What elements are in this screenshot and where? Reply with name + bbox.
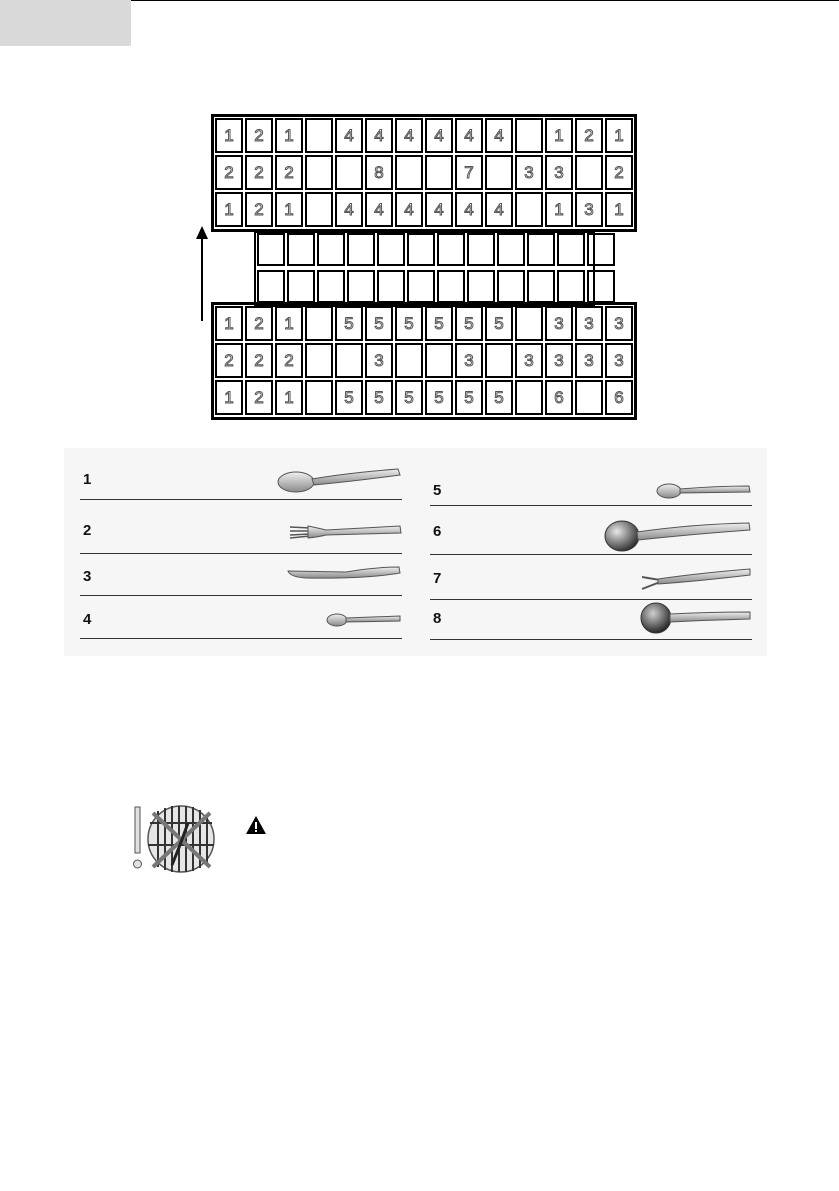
- grid-cell: 4: [425, 192, 453, 227]
- grid-row-upper-1: [215, 118, 633, 153]
- grid-cell: [305, 118, 333, 153]
- grid-cell: 1: [275, 118, 303, 153]
- mid-row-1: [257, 233, 615, 266]
- grid-cell: [395, 155, 423, 190]
- grid-cell: 2: [605, 155, 633, 190]
- grid-cell: [335, 155, 363, 190]
- legend-item-3: [80, 562, 402, 596]
- grid-cell: 3: [365, 343, 393, 378]
- legend-divider: [80, 638, 402, 639]
- grid-cell: 4: [485, 192, 513, 227]
- legend-number: 4: [83, 611, 92, 628]
- grid-cell: [467, 233, 495, 266]
- grid-cell: [527, 233, 555, 266]
- grid-cell: [305, 343, 333, 378]
- arrow-shaft: [201, 238, 203, 321]
- grid-cell: [377, 270, 405, 303]
- grid-cell: 4: [395, 118, 423, 153]
- legend-number: 6: [433, 523, 442, 540]
- ladle-icon: [640, 598, 752, 638]
- legend-divider: [80, 595, 402, 596]
- grid-cell: [305, 380, 333, 415]
- grid-cell: 1: [215, 306, 243, 341]
- grid-cell: [335, 343, 363, 378]
- grid-cell: 5: [485, 306, 513, 341]
- grid-cell: 1: [275, 306, 303, 341]
- grid-cell: [257, 233, 285, 266]
- grid-cell: [575, 380, 603, 415]
- grid-cell: [407, 233, 435, 266]
- legend-divider: [430, 554, 752, 555]
- grid-cell: 2: [245, 380, 273, 415]
- warning-triangle-icon: [245, 815, 267, 835]
- grid-cell: [557, 270, 585, 303]
- grid-cell: 3: [575, 343, 603, 378]
- grid-cell: 5: [395, 306, 423, 341]
- legend-item-6: [430, 517, 752, 555]
- grid-cell: 4: [455, 118, 483, 153]
- legend-number: 2: [83, 522, 92, 539]
- grid-row-lower-2: [215, 343, 633, 378]
- legend-divider: [80, 553, 402, 554]
- grid-cell: 2: [575, 118, 603, 153]
- grid-cell: 2: [215, 155, 243, 190]
- grid-cell: 3: [575, 192, 603, 227]
- grid-cell: 1: [545, 192, 573, 227]
- grid-cell: 1: [605, 118, 633, 153]
- grid-cell: 4: [335, 118, 363, 153]
- legend-divider: [80, 499, 402, 500]
- legend-item-8: [430, 600, 752, 640]
- grid-cell: 1: [215, 192, 243, 227]
- legend-divider: [430, 639, 752, 640]
- legend-item-5: [430, 476, 752, 506]
- grid-cell: 4: [455, 192, 483, 227]
- grid-cell: [305, 155, 333, 190]
- grid-cell: 1: [605, 192, 633, 227]
- grid-cell: [377, 233, 405, 266]
- fork-icon: [288, 520, 402, 542]
- grid-row-lower-1: [215, 306, 633, 341]
- grid-cell: 2: [215, 343, 243, 378]
- grid-row-upper-3: [215, 192, 633, 227]
- grid-cell: 7: [455, 155, 483, 190]
- grid-cell: 2: [245, 118, 273, 153]
- grid-cell: 5: [335, 380, 363, 415]
- legend-item-4: [80, 605, 402, 639]
- grid-cell: 5: [425, 380, 453, 415]
- grid-cell: 5: [455, 380, 483, 415]
- grid-cell: 4: [425, 118, 453, 153]
- grid-cell: 2: [245, 155, 273, 190]
- grid-cell: 8: [365, 155, 393, 190]
- cutlery-legend: [64, 448, 767, 656]
- grid-cell: [287, 233, 315, 266]
- cutlery-basket-diagram: [0, 0, 839, 440]
- grid-cell: 3: [545, 343, 573, 378]
- grid-cell: [317, 270, 345, 303]
- serving-fork-icon: [640, 567, 752, 591]
- grid-cell: 1: [275, 380, 303, 415]
- grid-cell: 3: [545, 306, 573, 341]
- grid-cell: [497, 270, 525, 303]
- grid-cell: [257, 270, 285, 303]
- grid-cell: [515, 118, 543, 153]
- grid-cell: 3: [605, 306, 633, 341]
- mid-row-2: [257, 270, 615, 303]
- grid-cell: 5: [425, 306, 453, 341]
- grid-cell: [515, 380, 543, 415]
- dessert-spoon-icon: [656, 478, 752, 500]
- grid-cell: [347, 270, 375, 303]
- grid-cell: 5: [365, 306, 393, 341]
- serving-spoon-icon: [604, 518, 752, 552]
- grid-cell: 4: [365, 192, 393, 227]
- grid-cell: [305, 306, 333, 341]
- grid-cell: [425, 343, 453, 378]
- grid-cell: [407, 270, 435, 303]
- grid-cell: 6: [605, 380, 633, 415]
- grid-cell: 3: [515, 155, 543, 190]
- legend-divider: [430, 505, 752, 506]
- legend-item-7: [430, 564, 752, 600]
- no-cutlery-through-rack-icon: [128, 801, 216, 873]
- grid-cell: 5: [455, 306, 483, 341]
- grid-cell: [425, 155, 453, 190]
- grid-cell: 3: [515, 343, 543, 378]
- grid-cell: [527, 270, 555, 303]
- grid-cell: 4: [395, 192, 423, 227]
- grid-cell: [395, 343, 423, 378]
- grid-cell: 5: [335, 306, 363, 341]
- grid-cell: 4: [335, 192, 363, 227]
- grid-cell: 1: [215, 118, 243, 153]
- grid-cell: 1: [215, 380, 243, 415]
- legend-number: 3: [83, 568, 92, 585]
- grid-cell: [515, 192, 543, 227]
- grid-cell: [575, 155, 603, 190]
- grid-cell: [437, 270, 465, 303]
- knife-icon: [286, 565, 402, 581]
- grid-cell: 6: [545, 380, 573, 415]
- tablespoon-icon: [276, 465, 402, 497]
- grid-cell: [485, 155, 513, 190]
- grid-cell: 2: [275, 155, 303, 190]
- grid-cell: [437, 233, 465, 266]
- teaspoon-icon: [326, 610, 402, 628]
- grid-cell: 5: [395, 380, 423, 415]
- grid-cell: 5: [485, 380, 513, 415]
- grid-row-upper-2: [215, 155, 633, 190]
- grid-cell: [347, 233, 375, 266]
- legend-number: 1: [83, 471, 92, 488]
- legend-number: 5: [433, 482, 442, 499]
- grid-cell: [485, 343, 513, 378]
- grid-cell: 3: [605, 343, 633, 378]
- grid-cell: 2: [275, 343, 303, 378]
- grid-cell: [587, 233, 615, 266]
- legend-number: 8: [433, 610, 442, 627]
- grid-cell: 2: [245, 192, 273, 227]
- grid-cell: [287, 270, 315, 303]
- grid-cell: [515, 306, 543, 341]
- grid-cell: [467, 270, 495, 303]
- grid-cell: 5: [365, 380, 393, 415]
- grid-row-lower-3: [215, 380, 633, 415]
- grid-cell: [557, 233, 585, 266]
- legend-item-2: [80, 516, 402, 554]
- grid-cell: 2: [245, 306, 273, 341]
- legend-item-1: [80, 465, 402, 500]
- legend-number: 7: [433, 570, 442, 587]
- grid-cell: [587, 270, 615, 303]
- grid-cell: 4: [485, 118, 513, 153]
- grid-cell: 3: [455, 343, 483, 378]
- grid-cell: 1: [545, 118, 573, 153]
- grid-cell: [317, 233, 345, 266]
- grid-cell: 3: [545, 155, 573, 190]
- grid-cell: [497, 233, 525, 266]
- grid-cell: [305, 192, 333, 227]
- grid-cell: 4: [365, 118, 393, 153]
- grid-cell: 1: [275, 192, 303, 227]
- grid-cell: 2: [245, 343, 273, 378]
- grid-cell: 3: [575, 306, 603, 341]
